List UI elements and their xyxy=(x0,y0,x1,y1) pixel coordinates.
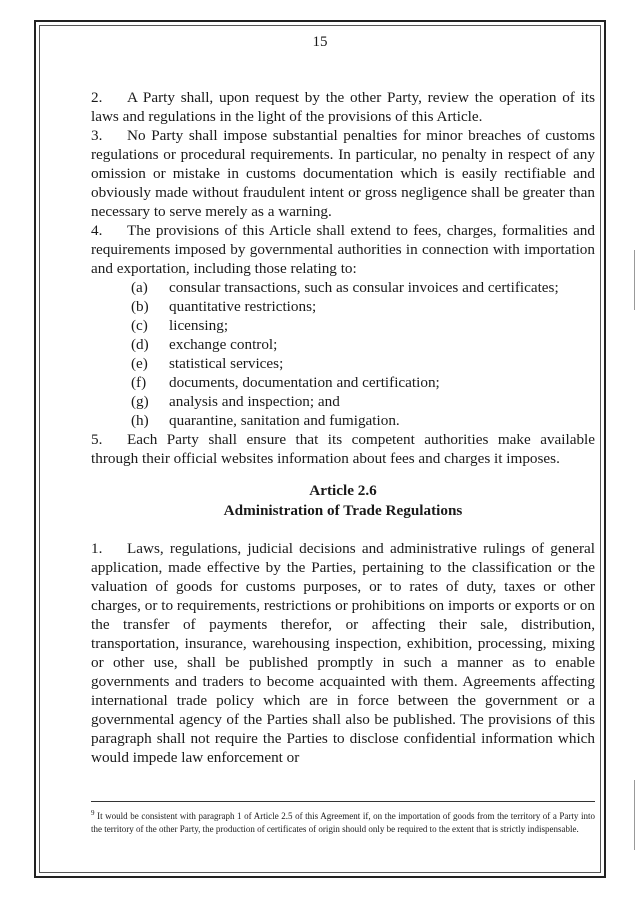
paragraph-number: 2. xyxy=(91,89,103,106)
footnote xyxy=(91,807,595,836)
paragraph-text: No Party shall impose substantial penalties for minor breaches of customs regulations or procedural requirements. In particular, no penalty in respect of any omission or mistake in customs documentation which is easily rectifiable and obviously made without fraudulent intent or gross negligence shall be greater than necessary to serve merely as a warning. xyxy=(91,127,595,220)
list-letter: (d) xyxy=(131,336,149,353)
list-text: quantitative restrictions; xyxy=(169,298,317,315)
list-letter: (b) xyxy=(131,298,149,315)
page-number: 15 xyxy=(312,34,328,50)
paragraph-text: Each Party shall ensure that its competent authorities make available through their official websites information about fees and charges it imposes. xyxy=(91,431,595,467)
list-text: statistical services; xyxy=(169,355,284,372)
list-letter: (c) xyxy=(131,317,148,334)
article-heading: Article 2.6 xyxy=(309,482,377,499)
list-text: licensing; xyxy=(169,317,229,334)
footnote-divider xyxy=(91,801,595,802)
article-title: Administration of Trade Regulations xyxy=(223,502,463,519)
paragraph-text: A Party shall, upon request by the other Party, review the operation of its laws and regulations in the light of the provisions of this Article. xyxy=(91,89,595,125)
list-letter: (a) xyxy=(131,279,148,296)
paragraph-number: 5. xyxy=(91,431,103,448)
enumerated-list xyxy=(91,278,595,430)
footnote-text: It would be consistent with paragraph 1 of Article 2.5 of this Agreement if, on the importation of goods from the territory of a Party into the territory of the other Party, the production of certificates of origin should only be required to the extent that is strictly indispensable. xyxy=(91,811,596,834)
paragraph-text: The provisions of this Article shall extend to fees, charges, formalities and requirements imposed by governmental authorities in connection with importation and exportation, including those relating to: xyxy=(91,222,595,277)
paragraph-3 xyxy=(91,126,595,221)
paragraph-number: 4. xyxy=(91,222,103,239)
list-item xyxy=(91,316,595,335)
paragraph-number: 1. xyxy=(91,540,103,557)
paragraph-2-6-1 xyxy=(91,539,595,767)
scan-artifact xyxy=(634,250,635,310)
list-item xyxy=(91,278,595,297)
list-item xyxy=(91,354,595,373)
list-letter: (g) xyxy=(131,393,149,410)
document-body xyxy=(91,88,595,767)
scan-artifact xyxy=(634,780,635,850)
list-item xyxy=(91,297,595,316)
list-item xyxy=(91,373,595,392)
paragraph-number: 3. xyxy=(91,127,103,144)
paragraph-2 xyxy=(91,88,595,126)
list-text: consular transactions, such as consular invoices and certificates; xyxy=(169,279,559,296)
list-letter: (h) xyxy=(131,412,149,429)
list-text: documents, documentation and certification; xyxy=(169,374,440,391)
paragraph-5 xyxy=(91,430,595,468)
list-item xyxy=(91,335,595,354)
paragraph-4 xyxy=(91,221,595,278)
list-text: exchange control; xyxy=(169,336,278,353)
list-item xyxy=(91,411,595,430)
list-letter: (f) xyxy=(131,374,147,391)
list-letter: (e) xyxy=(131,355,148,372)
paragraph-text: Laws, regulations, judicial decisions and administrative rulings of general application, made effective by the Parties, pertaining to the classification or the valuation of goods for customs purposes, or to rates of duty, taxes or other charges, or to requirements, restrictions or prohibitions on imports or exports or on the transfer of payments therefor, or affecting their sale, distribution, transportation, insurance, warehousing inspection, exhibition, processing, mixing or other use, shall be published promptly in such a manner as to enable governments and traders to become acquainted with them. Agreements affecting international trade policy which are in force between the government or a governmental agency of the Parties shall also be published. The provisions of this paragraph shall not require the Parties to disclose confidential information which would impede law enforcement or xyxy=(91,540,595,766)
footnote-marker: 9 xyxy=(91,809,95,817)
list-item xyxy=(91,392,595,411)
list-text: analysis and inspection; and xyxy=(169,393,340,410)
list-text: quarantine, sanitation and fumigation. xyxy=(169,412,400,429)
